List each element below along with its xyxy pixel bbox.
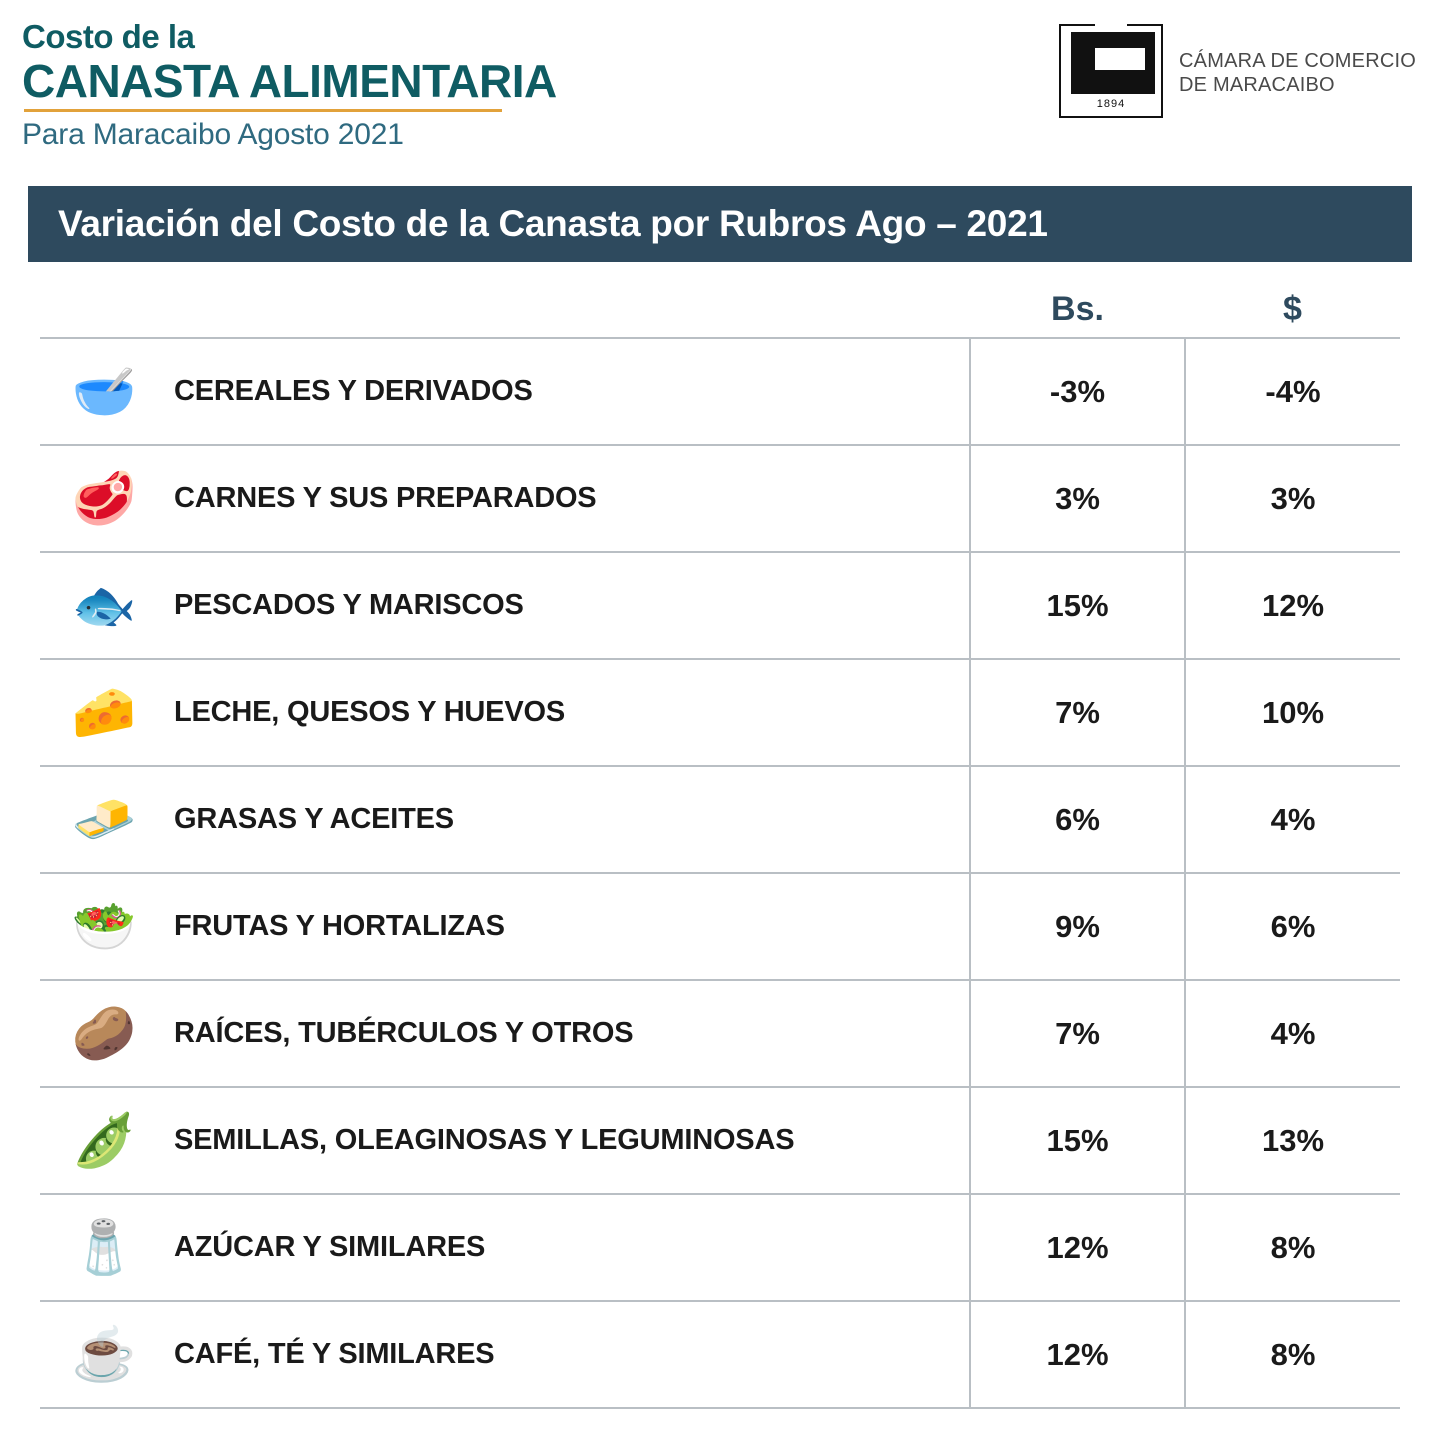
row-value-usd: 13% (1185, 1087, 1400, 1194)
variation-table (40, 282, 1400, 1409)
section-banner-title: Variación del Costo de la Canasta por Rubros Ago – 2021 (58, 203, 1048, 244)
row-value-usd: 8% (1185, 1194, 1400, 1301)
logo-year: 1894 (1096, 98, 1126, 110)
row-value-usd: 4% (1185, 766, 1400, 873)
row-icon-cell (40, 445, 168, 552)
row-category-label: LECHE, QUESOS Y HUEVOS (168, 659, 970, 766)
col-header-icon (40, 282, 168, 338)
butter-icon: 🧈 (71, 790, 137, 849)
camara-de-comercio-logo (1059, 26, 1416, 118)
row-value-usd: 10% (1185, 659, 1400, 766)
page-title-line2: CANASTA ALIMENTARIA (22, 54, 557, 107)
fish-icon: 🐟 (71, 576, 137, 635)
row-category-label: RAÍCES, TUBÉRCULOS Y OTROS (168, 980, 970, 1087)
row-category-label: CEREALES Y DERIVADOS (168, 338, 970, 445)
sugar-sack-icon: 🧂 (71, 1218, 137, 1277)
coffee-bag-icon: ☕ (71, 1325, 137, 1384)
row-value-bs: 15% (970, 552, 1185, 659)
table-row (40, 980, 1400, 1087)
row-value-usd: 6% (1185, 873, 1400, 980)
row-value-bs: 12% (970, 1301, 1185, 1408)
row-icon-cell (40, 659, 168, 766)
logo-c-notch (1095, 48, 1145, 70)
row-category-label: CARNES Y SUS PREPARADOS (168, 445, 970, 552)
table-row (40, 873, 1400, 980)
row-category-label: AZÚCAR Y SIMILARES (168, 1194, 970, 1301)
row-icon-cell (40, 1087, 168, 1194)
row-value-usd: -4% (1185, 338, 1400, 445)
row-value-usd: 3% (1185, 445, 1400, 552)
meat-cut-icon: 🥩 (71, 469, 137, 528)
row-value-bs: 9% (970, 873, 1185, 980)
page-title-line1: Costo de la (22, 18, 195, 55)
row-category-label: PESCADOS Y MARISCOS (168, 552, 970, 659)
row-value-bs: 6% (970, 766, 1185, 873)
section-banner (28, 186, 1412, 262)
table-body (40, 338, 1400, 1408)
title-divider (24, 109, 502, 112)
row-icon-cell (40, 873, 168, 980)
logo-mark-icon (1059, 26, 1163, 118)
logo-text-line2: DE MARACAIBO (1179, 73, 1335, 96)
row-value-bs: 7% (970, 980, 1185, 1087)
col-header-category (168, 282, 970, 338)
row-icon-cell (40, 338, 168, 445)
row-icon-cell (40, 1301, 168, 1408)
row-category-label: SEMILLAS, OLEAGINOSAS Y LEGUMINOSAS (168, 1087, 970, 1194)
row-category-label: GRASAS Y ACEITES (168, 766, 970, 873)
title-block (22, 20, 557, 152)
row-icon-cell (40, 980, 168, 1087)
cereal-bowl-icon: 🥣 (71, 362, 137, 421)
row-value-bs: 12% (970, 1194, 1185, 1301)
table-header-row (40, 282, 1400, 338)
col-header-usd: $ (1283, 290, 1302, 328)
row-value-bs: 3% (970, 445, 1185, 552)
row-icon-cell (40, 552, 168, 659)
row-category-label: CAFÉ, TÉ Y SIMILARES (168, 1301, 970, 1408)
table-row (40, 766, 1400, 873)
table-row (40, 445, 1400, 552)
potato-icon: 🥔 (71, 1004, 137, 1063)
row-icon-cell (40, 1194, 168, 1301)
table-row (40, 552, 1400, 659)
table-row (40, 338, 1400, 445)
table-row (40, 1301, 1400, 1408)
logo-text (1179, 50, 1416, 97)
row-value-usd: 4% (1185, 980, 1400, 1087)
row-category-label: FRUTAS Y HORTALIZAS (168, 873, 970, 980)
row-value-bs: -3% (970, 338, 1185, 445)
salad-bowl-icon: 🥗 (71, 897, 137, 956)
table-row (40, 659, 1400, 766)
header (0, 0, 1440, 186)
cheese-icon: 🧀 (71, 683, 137, 742)
col-header-bs: Bs. (1051, 290, 1104, 328)
row-value-bs: 15% (970, 1087, 1185, 1194)
row-value-usd: 12% (1185, 552, 1400, 659)
pea-pod-icon: 🫛 (71, 1111, 137, 1170)
page-subtitle: Para Maracaibo Agosto 2021 (22, 117, 404, 151)
table-head (40, 282, 1400, 338)
table-row (40, 1194, 1400, 1301)
row-value-bs: 7% (970, 659, 1185, 766)
logo-text-line1: CÁMARA DE COMERCIO (1179, 50, 1416, 72)
table-row (40, 1087, 1400, 1194)
row-icon-cell (40, 766, 168, 873)
row-value-usd: 8% (1185, 1301, 1400, 1408)
